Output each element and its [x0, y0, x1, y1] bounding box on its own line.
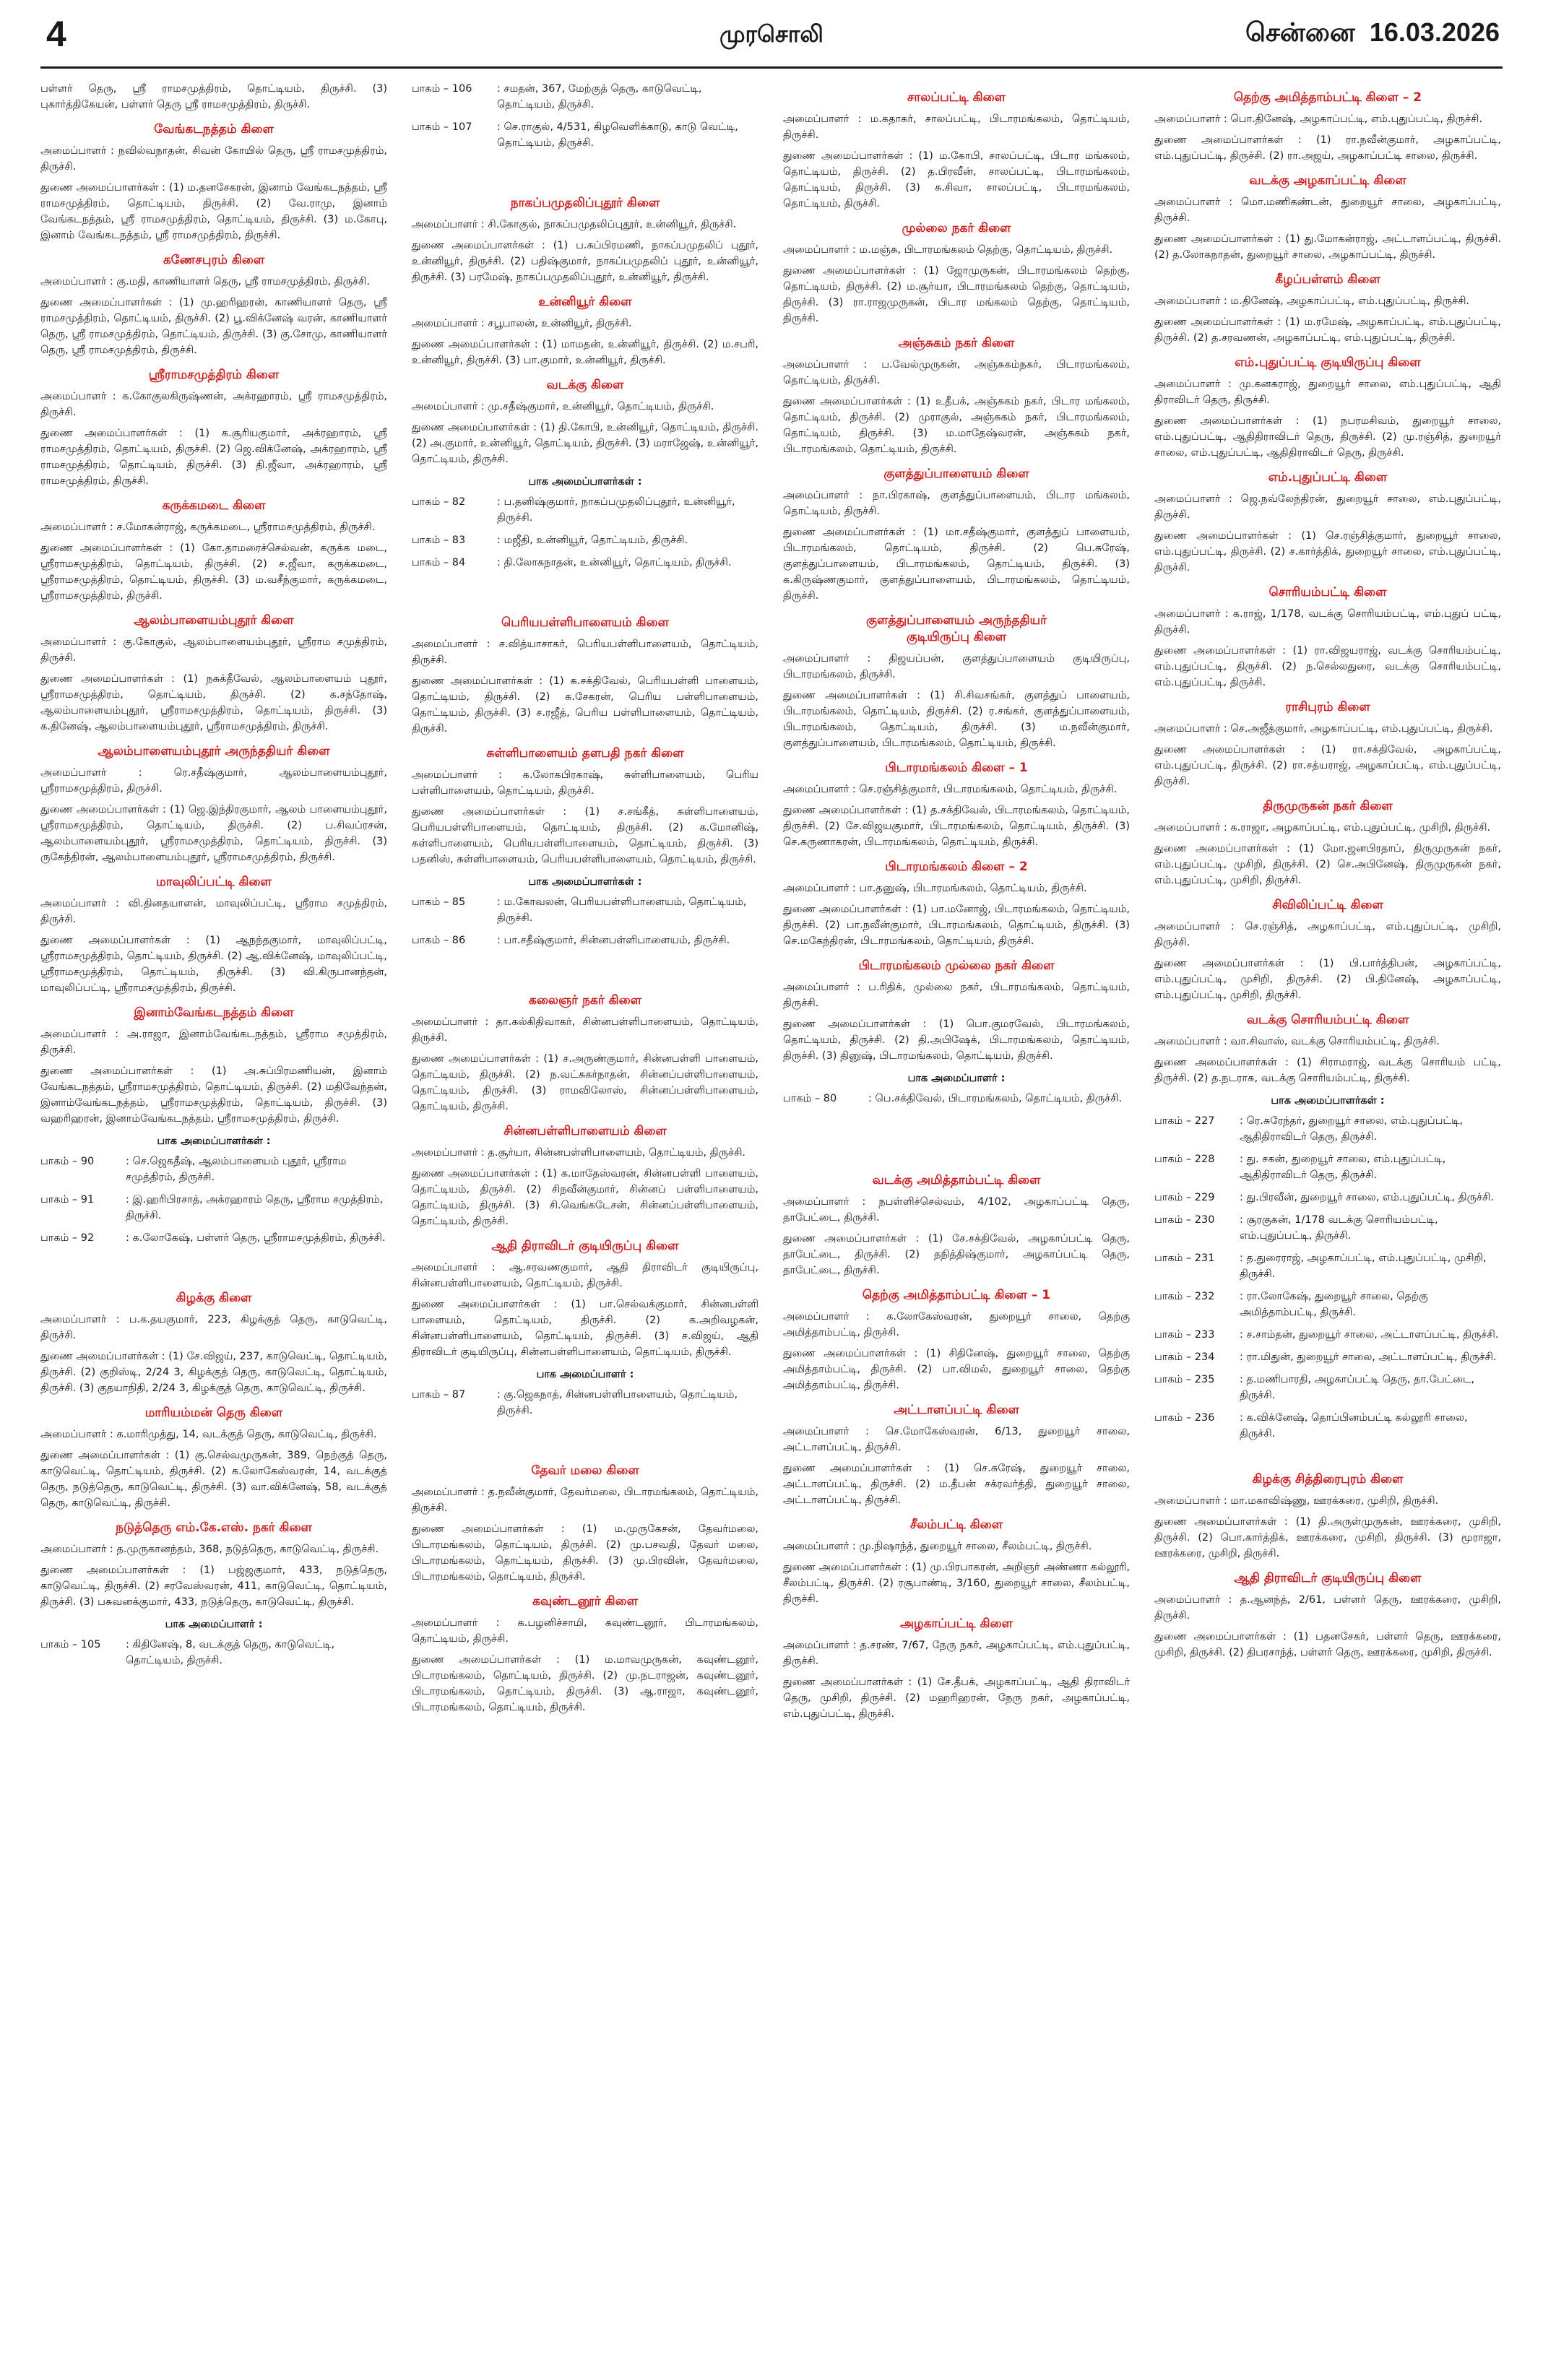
deputy-organizers-paragraph: துணை அமைப்பாளர்கள் : (1) மா.சதீஷ்குமார், குளத்துப் பாளையம், பிடாரமங்கலம், தொட்டியம், திருச்சி. (2) பெ.சுரேஷ், குளத்துப்பாளையம், பிடாரமங்கலம், தொட்டியம், திருச்சி. (3) க.கிருஷ்ணகுமார், குளத்துப்பாளையம், பிடாரமங்கலம், தொட்டியம், திருச்சி. — [783, 527, 1130, 602]
branch-heading: அட்டாளப்பட்டி கிளை — [894, 1403, 1019, 1417]
booth-entry — [1154, 1349, 1501, 1365]
branch-heading: நடுத்தெரு எம்.கே.எஸ். நகர் கிளை — [116, 1520, 312, 1535]
booth-number: பாகம் – 235 — [1154, 1374, 1215, 1385]
deputy-organizers-paragraph: துணை அமைப்பாளர்கள் : (1) மோ.ஜனபிரதாப், திருமுருகன் நகர், எம்.புதுப்பட்டி, முசிறி, திருச்சி. (2) செ.அபினேஷ், திருமுருகன் நகர், எம்.புதுப்பட்டி, முசிறி, திருச்சி. — [1154, 843, 1501, 886]
booth-number: பாகம் – 84 — [412, 557, 466, 568]
booth-number: பாகம் – 106 — [412, 83, 472, 95]
booth-number: பாகம் – 236 — [1154, 1412, 1215, 1424]
booth-organizers-heading: பாக அமைப்பாளர்கள் : — [528, 476, 642, 488]
page-header — [0, 0, 1543, 79]
deputy-organizers-paragraph: துணை அமைப்பாளர்கள் : (1) ப.சுப்பிரமணி, நாகப்பமுதலிப் புதூர், உன்னியூர், திருச்சி. (2) பதிஷ்குமார், நாகப்பமுதலிப் புதூர், உன்னியூர், திருச்சி. (3) பரமேஷ், நாகப்பமுதலிப்புதூர், உன்னியூர், திருச்சி. — [412, 240, 758, 283]
organizer-paragraph: அமைப்பாளர் : ச.மோகன்ராஜ், கருக்கமடை, ஸ்ரீராமசமுத்திரம், திருச்சி. — [40, 522, 376, 533]
deputy-organizers-paragraph: துணை அமைப்பாளர்கள் : (1) மு.பிரபாகரன், அறிஞர் அண்ணா கல்லூரி, சீலம்பட்டி, திருச்சி. (2) ரசூபாண்டி, 3/160, துறையூர் சாலை, சீலம்பட்டி, திருச்சி. — [783, 1562, 1130, 1605]
organizer-paragraph: அமைப்பாளர் : ப.வேல்முருகன், அஞ்சுகம்நகர், பிடாரமங்கலம், தொட்டியம், திருச்சி. — [783, 359, 1130, 386]
organizer-paragraph: அமைப்பாளர் : ம.கதாகர், சாலப்பட்டி, பிடாரமங்கலம், தொட்டியம், திருச்சி. — [783, 113, 1130, 141]
organizer-paragraph: அமைப்பாளர் : செ.மோகேஸ்வரன், 6/13, துறையூர் சாலை, அட்டாளப்பட்டி, திருச்சி. — [783, 1426, 1130, 1453]
deputy-organizers-paragraph: துணை அமைப்பாளர்கள் : (1) சிதினேஷ், துறையூர் சாலை, தெற்கு அமித்தாம்பட்டி, திருச்சி. (2) பா.விமல், துறையூர் சாலை, தெற்கு அமித்தாம்பட்டி, திருச்சி. — [783, 1348, 1130, 1391]
booth-organizer: : செ.ஜெகதீஷ், ஆலம்பாளையம் புதூர், ஸ்ரீராம சமுத்திரம், திருச்சி. — [126, 1156, 347, 1183]
organizer-paragraph: அமைப்பாளர் : மு.சதீஷ்குமார், உன்னியூர், தொட்டியம், திருச்சி. — [412, 401, 714, 412]
branch-heading: இனாம்வேங்கடநத்தம் கிளை — [134, 1005, 294, 1020]
organizer-paragraph: அமைப்பாளர் : த.நவீன்குமார், தேவர்மலை, பிடாரமங்கலம், தொட்டியம், திருச்சி. — [412, 1487, 758, 1514]
branch-heading: தெற்கு அமித்தாம்பட்டி கிளை – 2 — [1233, 90, 1422, 105]
booth-number: பாகம் – 234 — [1154, 1351, 1215, 1363]
article-columns — [40, 81, 1503, 2371]
organizer-paragraph: அமைப்பாளர் : திஜயப்பன், குளத்துப்பாளையம் குடியிருப்பு, பிடாரமங்கலம், திருச்சி. — [783, 653, 1130, 680]
booth-organizer: : ச.சாம்தன், துறையூர் சாலை, அட்டாளப்பட்டி, திருச்சி. — [1240, 1329, 1499, 1341]
booth-entry — [412, 119, 758, 151]
organizer-paragraph: அமைப்பாளர் : செ.ரஞ்சித்குமார், பிடாரமங்கலம், தொட்டியம், திருச்சி. — [783, 784, 1118, 795]
column-2 — [412, 81, 758, 2371]
deputy-organizers-paragraph: துணை அமைப்பாளர்கள் : (1) ரா.சக்திவேல், அழகாப்பட்டி, எம்.புதுப்பட்டி, திருச்சி. (2) ரா.சத்யராஜ், அழகாப்பட்டி, எம்.புதுப்பட்டி, திருச்சி. — [1154, 744, 1501, 787]
deputy-organizers-paragraph: துணை அமைப்பாளர்கள் : (1) பா.மனோஜ், பிடாரமங்கலம், தொட்டியம், திருச்சி. (2) பா.நவீன்குமார், பிடாரமங்கலம், தொட்டியம், திருச்சி. (3) செ.மகேந்திரன், பிடாரமங்கலம், தொட்டியம், திருச்சி. — [783, 904, 1130, 947]
booth-entry — [1154, 1190, 1501, 1206]
branch-heading: சின்னபள்ளிபாளையம் கிளை — [503, 1124, 667, 1138]
organizer-paragraph: அமைப்பாளர் : நா.பிரகாஷ், குளத்துப்பாளையம், பிடார மங்கலம், தொட்டியம், திருச்சி. — [783, 490, 1130, 517]
booth-number: பாகம் – 80 — [783, 1093, 837, 1104]
deputy-organizers-paragraph: துணை அமைப்பாளர்கள் : (1) ம.முருகேசன், தேவர்மலை, பிடாரமங்கலம், தொட்டியம், திருச்சி. (2) மு.பசவதி, தேவர் மலை, பிடாரமங்கலம், தொட்டியம், திருச்சி. (3) மு.பிரவின், தேவர்மலை, பிடாரமங்கலம், தொட்டியம், திருச்சி. — [412, 1523, 758, 1583]
branch-heading: சிவிலிப்பட்டி கிளை — [1272, 898, 1383, 912]
deputy-organizers-paragraph: துணை அமைப்பாளர்கள் : (1) பஜ்ஜகுமார், 433, நடுத்தெரு, காடுவெட்டி, திருச்சி. (2) சரவேஸ்வரன், 411, காடுவெட்டி, தொட்டியம், திருச்சி. (3) பசுவனக்குமார், 433, நடுத்தெரு, காடுவெட்டி, திருச்சி. — [40, 1565, 387, 1608]
organizer-paragraph: அமைப்பாளர் : அ.ராஜா, இனாம்வேங்கடநத்தம், ஸ்ரீராம சமுத்திரம், திருச்சி. — [40, 1029, 387, 1056]
page-number: 4 — [46, 14, 66, 54]
organizer-paragraph: அமைப்பாளர் : ம.தினேஷ், அழகாப்பட்டி, எம்.புதுப்பட்டி, திருச்சி. — [1154, 295, 1470, 307]
booth-number: பாகம் – 91 — [40, 1194, 95, 1206]
deputy-organizers-paragraph: துணை அமைப்பாளர்கள் : (1) மு.ஹரிஹரன், காணியாளர் தெரு, ஸ்ரீ ராமசமுத்திரம், தொட்டியம், திருச்சி. (2) பூ.விக்னேஷ் வரன், காணியாளர் தெரு, ஸ்ரீ ராமசமுத்திரம், தொட்டியம், திருச்சி. (3) கு.சோமு, காணியாளர் தெரு, ஸ்ரீ ராமசமுத்திரம், திருச்சி. — [40, 297, 387, 356]
booth-entry — [40, 1230, 387, 1246]
booth-organizer: : மஜீதி, உன்னியூர், தொட்டியம், திருச்சி. — [497, 535, 688, 546]
booth-entry — [412, 1387, 758, 1419]
booth-organizer: : ப.தனிஷ்குமார், நாகப்பமுதலிப்புதூர், உன்னியூர், திருச்சி. — [497, 496, 735, 524]
branch-heading: சீலம்பட்டி கிளை — [909, 1518, 1003, 1532]
branch-heading: ராசிபுரம் கிளை — [1285, 700, 1370, 714]
booth-organizers-heading: பாக அமைப்பாளர் : — [165, 1619, 263, 1630]
booth-organizer: : பா.சதீஷ்குமார், சின்னபள்ளிபாளையம், திருச்சி. — [497, 935, 730, 946]
deputy-organizers-paragraph: துணை அமைப்பாளர்கள் : (1) செ.ரஞ்சித்குமார், துறையூர் சாலை, எம்.புதுப்பட்டி, திருச்சி. (2) ச.கார்த்திக், துறையூர் சாலை, எம்.புதுப்பட்டி, திருச்சி. — [1154, 530, 1501, 574]
booth-entry — [1154, 1372, 1501, 1403]
branch-heading: ஸ்ரீராமசமுத்திரம் கிளை — [148, 368, 280, 382]
booth-number: பாகம் – 231 — [1154, 1252, 1215, 1264]
deputy-organizers-paragraph: துணை அமைப்பாளர்கள் : (1) செ.சுரேஷ், துறையூர் சாலை, அட்டாளப்பட்டி, திருச்சி. (2) ம.தீபன் சக்ரவர்த்தி, துறையூர் சாலை, அட்டாளப்பட்டி, திருச்சி. — [783, 1463, 1130, 1506]
branch-heading: சாலப்பட்டி கிளை — [907, 90, 1006, 105]
branch-heading: சுள்ளிபாளையம் தளபதி நகர் கிளை — [486, 746, 684, 761]
header-rule — [40, 66, 1503, 69]
branch-heading: வடக்கு அமித்தாம்பட்டி கிளை — [872, 1173, 1041, 1187]
deputy-organizers-paragraph: துணை அமைப்பாளர்கள் : (1) ம.தனசேகரன், இனாம் வேங்கடநத்தம், ஸ்ரீ ராமசமுத்திரம், தொட்டியம், திருச்சி. (2) வே.ராமு, இனாம் வேங்கடநத்தம், ஸ்ரீ ராமசமுத்திரம், தொட்டியம், திருச்சி. (3) ம.கோபு, இனாம் வேங்கடநத்தம், ஸ்ரீ ராமசமுத்திரம், திருச்சி. — [40, 182, 387, 241]
branch-heading: மாரியம்மன் தெரு கிளை — [144, 1406, 283, 1420]
booth-number: பாகம் – 82 — [412, 496, 466, 508]
booth-number: பாகம் – 229 — [1154, 1192, 1215, 1203]
organizer-paragraph: அமைப்பாளர் : த.ஆனந்த், 2/61, பள்ளர் தெரு, ஊரக்கரை, முசிறி, திருச்சி. — [1154, 1594, 1501, 1622]
booth-number: பாகம் – 92 — [40, 1232, 95, 1244]
branch-heading: முல்லை நகர் கிளை — [902, 221, 1011, 235]
organizer-paragraph: அமைப்பாளர் : ப.ரிதிக், முல்லை நகர், பிடாரமங்கலம், தொட்டியம், திருச்சி. — [783, 982, 1130, 1009]
booth-organizers-heading: பாக அமைப்பாளர் : — [536, 1369, 634, 1380]
organizer-paragraph: அமைப்பாளர் : க.பழனிச்சாமி, கவுண்டனூர், பிடாரமங்கலம், தொட்டியம், திருச்சி. — [412, 1617, 758, 1645]
deputy-organizers-paragraph: துணை அமைப்பாளர்கள் : (1) க.சூரியகுமார், அக்ரஹாரம், ஸ்ரீ ராமசமுத்திரம், தொட்டியம், திருச்சி. (2) ஜெ.விக்னேஷ், அக்ரஹாரம், ஸ்ரீ ராமசமுத்திரம், தொட்டியம், திருச்சி. (3) தி.ஜீவா, அக்ரஹாரம், ஸ்ரீ ராமசமுத்திரம், திருச்சி. — [40, 428, 387, 487]
booth-entry — [1154, 1327, 1501, 1343]
deputy-organizers-paragraph: துணை அமைப்பாளர்கள் : (1) உதீபக், அஞ்சுகம் நகர், பிடார மங்கலம், தொட்டியம், திருச்சி. (2) முராகுல், அஞ்சுகம் நகர், பிடாரமங்கலம், தொட்டியம், திருச்சி. (3) ம.மாதேஷ்வரன், அஞ்சுகம் நகர், பிடாரமங்கலம், தொட்டியம், திருச்சி. — [783, 396, 1130, 455]
branch-heading: பெரியபள்ளிபாளையம் கிளை — [501, 615, 669, 630]
booth-organizer: : த.மணிபாரதி, அழகாப்பட்டி தெரு, தா.பேட்டை, திருச்சி. — [1240, 1374, 1475, 1401]
deputy-organizers-paragraph: துணை அமைப்பாளர்கள் : (1) ம.மாவமுருகன், கவுண்டனூர், பிடாரமங்கலம், தொட்டியம், திருச்சி. (2) மு.நடராஜன், கவுண்டனூர், பிடாரமங்கலம், தொட்டியம், திருச்சி. (3) ஆ.ராஜா, கவுண்டனூர், பிடாரமங்கலம், தொட்டியம், திருச்சி. — [412, 1654, 758, 1713]
booth-organizer: : க.விக்னேஷ், தொப்பினம்பட்டி கல்லூரி சாலை, திருச்சி. — [1240, 1412, 1468, 1440]
booth-organizer: : சமதன், 367, மேற்குத் தெரு, காடுவெட்டி, தொட்டியம், திருச்சி. — [497, 83, 702, 111]
booth-entry — [1154, 1250, 1501, 1282]
branch-heading: கருக்கமடை கிளை — [162, 498, 266, 513]
deputy-organizers-paragraph: துணை அமைப்பாளர்கள் : (1) ரா.நவீன்குமார், அழகாப்பட்டி, எம்.புதுப்பட்டி, திருச்சி. (2) ரா.அஜய், அழகாப்பட்டி சாலை, திருச்சி. — [1154, 134, 1501, 162]
organizer-paragraph: அமைப்பாளர் : ப.க.தயகுமார், 223, கிழக்குத் தெரு, காடுவெட்டி, திருச்சி. — [40, 1314, 387, 1341]
deputy-organizers-paragraph: துணை அமைப்பாளர்கள் : (1) நசுக்தீவேல், ஆலம்பாளையம் புதூர், ஸ்ரீராமசமுத்திரம், தொட்டியம், திருச்சி. (2) க.சந்தோஷ், ஆலம்பாளையம்புதூர், ஸ்ரீராமசமுத்திரம், தொட்டியம், திருச்சி. (3) க.தினேஷ், ஆலம்பாளையம்புதூர், ஸ்ரீராமசமுத்திரம், திருச்சி. — [40, 673, 387, 732]
booth-entry — [783, 1091, 1130, 1107]
organizer-paragraph: அமைப்பாளர் : வா.சிவாஸ், வடக்கு சொரியம்பட்டி, திருச்சி. — [1154, 1036, 1440, 1047]
newspaper-name: முரசொலி — [719, 20, 824, 48]
booth-number: பாகம் – 83 — [412, 535, 466, 546]
booth-organizer: : ரெ.சுரேந்தர், துறையூர் சாலை, எம்.புதுப்பட்டி, ஆதிதிராவிடர் தெரு, திருச்சி. — [1240, 1115, 1464, 1143]
deputy-organizers-paragraph: துணை அமைப்பாளர்கள் : (1) சிராமராஜ், வடக்கு சொரியம் பட்டி, திருச்சி. (2) த.நடராசு, வடக்கு சொரியம்பட்டி, திருச்சி. — [1154, 1057, 1501, 1084]
branch-heading: அழகாப்பட்டி கிளை — [900, 1617, 1013, 1631]
booth-entry — [412, 932, 758, 948]
dateline — [1245, 17, 1500, 51]
booth-organizers-heading: பாக அமைப்பாளர்கள் : — [157, 1135, 271, 1147]
dateline-date: 16.03.2026 — [1369, 17, 1500, 47]
branch-heading-line: குளத்துப்பாளையம் அருந்ததியர் — [866, 613, 1047, 628]
booth-entry — [40, 1192, 387, 1224]
dateline-city: சென்னை — [1245, 17, 1355, 47]
deputy-organizers-paragraph: துணை அமைப்பாளர்கள் : (1) பி.பார்த்திபன், அழகாப்பட்டி, எம்.புதுப்பட்டி, முசிறி, திருச்சி. (2) பி.தினேஷ், அழகாப்பட்டி, எம்.புதுப்பட்டி, முசிறி, திருச்சி. — [1154, 958, 1501, 1001]
booth-entry — [412, 81, 758, 113]
branch-heading: ஆலம்பாளையம்புதூர் கிளை — [134, 613, 294, 628]
organizer-paragraph: அமைப்பாளர் : மு.கனகராஜ், துறையூர் சாலை, எம்.புதுப்பட்டி, ஆதி திராவிடர் தெரு, திருச்சி. — [1154, 378, 1501, 406]
booth-entry — [412, 494, 758, 526]
deputy-organizers-paragraph: துணை அமைப்பாளர்கள் : (1) மாமதன், உன்னியூர், திருச்சி. (2) ம.சபரி, உன்னியூர், திருச்சி. (3) பா.குமார், உன்னியூர், திருச்சி. — [412, 339, 758, 366]
organizer-paragraph: அமைப்பாளர் : நவில்வநாதன், சிவன் கோயில் தெரு, ஸ்ரீ ராமசமுத்திரம், திருச்சி. — [40, 145, 387, 173]
booth-organizer: : சூரகுகன், 1/178 வடக்கு சொரியம்பட்டி, எம்.புதுப்பட்டி, திருச்சி. — [1240, 1214, 1438, 1242]
organizer-paragraph: அமைப்பாளர் : கு.மதி, காணியாளர் தெரு, ஸ்ரீ ராமசமுத்திரம், திருச்சி. — [40, 276, 371, 287]
deputy-organizers-paragraph: துணை அமைப்பாளர்கள் : (1) கோ.தாமரைச்செல்வன், கருக்க மடை, ஸ்ரீராமசமுத்திரம், தொட்டியம், திருச்சி. (2) ச.ஜீவா, கருக்கமடை, ஸ்ரீராமசமுத்திரம், தொட்டியம், திருச்சி. (3) ம.வசீந்குமார், கருக்கமடை, ஸ்ரீராமசமுத்திரம், திருச்சி. — [40, 542, 387, 602]
booth-organizer: : தி.லோகநாதன், உன்னியூர், தொட்டியம், திருச்சி. — [497, 557, 732, 568]
branch-heading: நாகப்பமுதலிப்புதூர் கிளை — [510, 196, 660, 210]
branch-heading: குளத்துப்பாளையம் கிளை — [883, 467, 1029, 481]
deputy-organizers-paragraph: துணை அமைப்பாளர்கள் : (1) ச.சங்கீத், சுள்ளிபாளையம், பெரியபள்ளிபாளையம், தொட்டியம், திருச்சி. (2) க.மோனிஷ், சுள்ளிபாளையம், பெரியபள்ளிபாளையம், தொட்டியம், திருச்சி. (3) பதனிஸ், சுள்ளிபாளையம், பெரியபள்ளிபாளையம், தொட்டியம், திருச்சி. — [412, 806, 758, 865]
branch-heading: எம்.புதுப்பட்டி குடியிருப்பு கிளை — [1235, 355, 1421, 370]
booth-entry — [40, 1637, 387, 1669]
branch-heading: கீழப்பள்ளம் கிளை — [1275, 272, 1380, 287]
booth-organizers-heading: பாக அமைப்பாளர்கள் : — [528, 876, 642, 888]
branch-heading: தேவர் மலை கிளை — [531, 1463, 639, 1478]
column-1 — [40, 81, 387, 2371]
deputy-organizers-paragraph: துணை அமைப்பாளர்கள் : (1) சே.தீபக், அழகாப்பட்டி, ஆதி திராவிடர் தெரு, முசிறி, திருச்சி. (2) மஹரிஹரன், நேரு நகர், அழகாப்பட்டி, எம்.புதுப்பட்டி, திருச்சி. — [783, 1676, 1130, 1720]
branch-heading: கலைஞர் நகர் கிளை — [528, 993, 642, 1008]
deputy-organizers-paragraph: துணை அமைப்பாளர்கள் : (1) கு.செல்வமுருகன், 389, நெற்குத் தெரு, காடுவெட்டி, தொட்டியம், திருச்சி. (2) க.லோகேஸ்வரன், 14, வடக்குத் தெரு, நடுத்தெரு, காடுவெட்டி, திருச்சி. (3) வா.விக்னேஷ், 58, வடக்குத் தெரு, காடுவெட்டி, திருச்சி. — [40, 1450, 387, 1509]
booth-number: பாகம் – 85 — [412, 896, 466, 908]
deputy-organizers-paragraph: துணை அமைப்பாளர்கள் : (1) சி.சிவசங்கர், குளத்துப் பாளையம், பிடாரமங்கலம், தொட்டியம், திருச்சி. (2) ர.சங்கர், குளத்துப்பாளையம், பிடாரமங்கலம், தொட்டியம், திருச்சி. (3) ம.நவீன்குமார், குளத்துப்பாளையம், பிடாரமங்கலம், தொட்டியம், திருச்சி. — [783, 690, 1130, 749]
booth-organizer: : பெ.சக்திவேல், பிடாரமங்கலம், தொட்டியம், திருச்சி. — [868, 1093, 1123, 1104]
booth-number: பாகம் – 233 — [1154, 1329, 1215, 1341]
branch-heading: பிடாரமங்கலம் கிளை – 2 — [885, 860, 1028, 874]
booth-entry — [1154, 1289, 1501, 1320]
booth-organizer: : து. சகன், துறையூர் சாலை, எம்.புதுப்பட்டி, ஆதிதிராவிடர் தெரு, திருச்சி. — [1240, 1154, 1446, 1181]
organizer-paragraph: அமைப்பாளர் : செ.அஜீத்குமார், அழகாப்பட்டி, எம்.புதுப்பட்டி, திருச்சி. — [1154, 723, 1493, 735]
organizer-paragraph: அமைப்பாளர் : மு.நிஷாந்த், துறையூர் சாலை, சீலம்பட்டி, திருச்சி. — [783, 1541, 1092, 1552]
deputy-organizers-paragraph: துணை அமைப்பாளர்கள் : (1) ம.ரமேஷ், அழகாப்பட்டி, எம்.புதுப்பட்டி, திருச்சி. (2) த.சரவணன், அழகாப்பட்டி, எம்.புதுப்பட்டி, திருச்சி. — [1154, 316, 1501, 344]
booth-organizer: : ரா.மிதுன், துறையூர் சாலை, அட்டாளப்பட்டி, திருச்சி. — [1240, 1351, 1497, 1363]
organizer-paragraph: அமைப்பாளர் : த.சரண், 7/67, நேரு நகர், அழகாப்பட்டி, எம்.புதுப்பட்டி, திருச்சி. — [783, 1640, 1130, 1667]
booth-organizer: : து.பிரவீன், துறையூர் சாலை, எம்.புதுப்பட்டி, திருச்சி. — [1240, 1192, 1495, 1203]
booth-entry — [412, 532, 758, 548]
booth-number: பாகம் – 232 — [1154, 1291, 1215, 1302]
deputy-organizers-paragraph: துணை அமைப்பாளர்கள் : (1) ஜெ.இந்திரகுமார், ஆலம் பாளையம்புதூர், ஸ்ரீராமசமுத்திரம், தொட்டியம், திருச்சி. (2) ப.சிவப்ரசன், ஆலம்பாளையம்புதூர், ஸ்ரீராமசமுத்திரம், தொட்டியம், திருச்சி. (3) ருகேந்திரன், ஆலம்பாளையம்புதூர், ஸ்ரீராமசமுத்திரம், திருச்சி. — [40, 804, 387, 863]
booth-entry — [1154, 1212, 1501, 1244]
organizer-paragraph: அமைப்பாளர் : பொ.தினேஷ், அழகாப்பட்டி, எம்.புதுப்பட்டி, திருச்சி. — [1154, 113, 1483, 125]
branch-heading — [783, 613, 1130, 646]
booth-number: பாகம் – 87 — [412, 1389, 466, 1401]
branch-heading: வடக்கு கிளை — [546, 378, 624, 392]
deputy-organizers-paragraph: துணை அமைப்பாளர்கள் : (1) அ.சுப்பிரமணியன், இனாம் வேங்கடநத்தம், ஸ்ரீராமசமுத்திரம், தொட்டியம், திருச்சி. (2) மதிவேந்தன், இனாம்வேங்கடநத்தம், ஸ்ரீராமசமுத்திரம், தொட்டியம், திருச்சி. (3) வஹரிஹரன், இனாம்வேங்கடநத்தம், ஸ்ரீராமசமுத்திரம், திருச்சி. — [40, 1065, 387, 1125]
deputy-organizers-paragraph: துணை அமைப்பாளர்கள் : (1) தி.கோபி, உன்னியூர், தொட்டியம், திருச்சி. (2) அ.குமார், உன்னியூர், தொட்டியம், திருச்சி. (3) மராஜேஷ், உன்னியூர், தொட்டியம், திருச்சி. — [412, 422, 758, 465]
organizer-paragraph: அமைப்பாளர் : பா.தனுஷ், பிடாரமங்கலம், தொட்டியம், திருச்சி. — [783, 883, 1087, 894]
booth-entry — [1154, 1113, 1501, 1145]
deputy-organizers-paragraph: துணை அமைப்பாளர்கள் : (1) பதனசேகர், பள்ளர் தெரு, ஊரக்கரை, முசிறி, திருச்சி. (2) திபரசாந்த், பள்ளர் தெரு, ஊரக்கரை, முசிறி, திருச்சி. — [1154, 1631, 1501, 1658]
deputy-organizers-paragraph: துணை அமைப்பாளர்கள் : (1) க.மாதேஸ்வரன், சின்னபள்ளி பாளையம், தொட்டியம், திருச்சி. (2) சிநவீன்குமார், சின்னப் பள்ளிபாளையம், தொட்டியம், திருச்சி. (3) சி.வெங்கடேசன், சின்னப்பள்ளிபாளையம், தொட்டியம், திருச்சி. — [412, 1168, 758, 1227]
branch-heading: வடக்கு சொரியம்பட்டி கிளை — [1246, 1013, 1409, 1027]
booth-organizer: : கிதினேஷ், 8, வடக்குத் தெரு, காடுவெட்டி, தொட்டியம், திருச்சி. — [126, 1639, 335, 1666]
booth-number: பாகம் – 90 — [40, 1156, 95, 1167]
branch-heading: கவுண்டனூர் கிளை — [532, 1594, 638, 1609]
deputy-organizers-paragraph: துணை அமைப்பாளர்கள் : (1) ஆநந்தகுமார், மாவுலிப்பட்டி, ஸ்ரீராமசமுத்திரம், தொட்டியம், திருச்சி. (2) ஆ.விக்னேஷ், மாவுலிப்பட்டி, ஸ்ரீராமசமுத்திரம், தொட்டியம், திருச்சி. (3) வி.கிருபானந்தன், மாவுலிப்பட்டி, ஸ்ரீராமசமுத்திரம், திருச்சி. — [40, 935, 387, 994]
deputy-organizers-paragraph: துணை அமைப்பாளர்கள் : (1) தி.அருள்முருகன், ஊரக்கரை, முசிறி, திருச்சி. (2) பொ.கார்த்திக், ஊரக்கரை, முசிறி, திருச்சி. (3) மூராஜா, ஊரக்கரை, முசிறி, திருச்சி. — [1154, 1516, 1501, 1559]
booth-entry — [1154, 1410, 1501, 1442]
booth-organizer: : இ.ஹரிபிரசாத், அக்ரஹாரம் தெரு, ஸ்ரீராம சமுத்திரம், திருச்சி. — [126, 1194, 384, 1221]
deputy-organizers-paragraph: துணை அமைப்பாளர்கள் : (1) சே.விஜய், 237, காடுவெட்டி, தொட்டியம், திருச்சி. (2) குறிஸ்டி, 2/24 3, கிழக்குத் தெரு, காடுவெட்டி, தொட்டியம், திருச்சி. (3) குதயாநிதி, 2/24 3, கிழக்குத் தெரு, காடுவெட்டி, திருச்சி. — [40, 1351, 387, 1394]
organizer-paragraph: அமைப்பாளர் : க.லோகபிரகாஷ், சுள்ளிபாளையம், பெரிய பள்ளிபாளையம், தொட்டியம், திருச்சி. — [412, 769, 758, 797]
branch-heading-line: குடியிருப்பு கிளை — [906, 630, 1007, 644]
paragraph: பள்ளர் தெரு, ஸ்ரீ ராமசமுத்திரம், தொட்டியம், திருச்சி. (3) புகார்த்திகேயன், பள்ளர் தெரு ஸ்ரீ ராமசமுத்திரம், திருச்சி. — [40, 83, 387, 111]
deputy-organizers-paragraph: துணை அமைப்பாளர்கள் : (1) ரா.விஜயராஜ், வடக்கு சொரியம்பட்டி, எம்.புதுப்பட்டி, திருச்சி. (2) ந.செல்லதுரை, வடக்கு சொரியம்பட்டி, எம்.புதுப்பட்டி, திருச்சி. — [1154, 645, 1501, 688]
booth-organizer: : க.லோகேஷ், பள்ளர் தெரு, ஸ்ரீராமசமுத்திரம், திருச்சி. — [126, 1232, 386, 1244]
branch-heading: கிழக்கு கிளை — [176, 1291, 252, 1305]
deputy-organizers-paragraph: துணை அமைப்பாளர்கள் : (1) பொ.குமரவேல், பிடாரமங்கலம், தொட்டியம், திருச்சி. (2) தி.அபிஷேக், பிடாரமங்கலம், தொட்டியம், திருச்சி. (3) தினுஷ், பிடாரமங்கலம், தொட்டியம், திருச்சி. — [783, 1018, 1130, 1062]
branch-heading: பிடாரமங்கலம் முல்லை நகர் கிளை — [858, 959, 1055, 973]
organizer-paragraph: அமைப்பாளர் : தா.கல்கிதிவாகர், சின்னபள்ளிபாளையம், தொட்டியம், திருச்சி. — [412, 1016, 758, 1044]
branch-heading: மாவுலிப்பட்டி கிளை — [156, 875, 272, 889]
booth-number: பாகம் – 86 — [412, 935, 466, 946]
column-3 — [783, 81, 1130, 2371]
booth-organizer: : ம.கோவலன், பெரியபள்ளிபாளையம், தொட்டியம், திருச்சி. — [497, 896, 747, 924]
organizer-paragraph: அமைப்பாளர் : க.ராஜா, அழகாப்பட்டி, எம்.புதுப்பட்டி, முசிறி, திருச்சி. — [1154, 822, 1491, 834]
organizer-paragraph: அமைப்பாளர் : சி.கோகுல், நாகப்பமுதலிப்புதூர், உன்னியூர், திருச்சி. — [412, 219, 737, 230]
organizer-paragraph: அமைப்பாளர் : க.மாரிமுத்து, 14, வடக்குத் தெரு, காடுவெட்டி, திருச்சி. — [40, 1429, 377, 1440]
organizer-paragraph: அமைப்பாளர் : ச.வித்யாசாகர், பெரியபள்ளிபாளையம், தொட்டியம், திருச்சி. — [412, 639, 758, 666]
organizer-paragraph: அமைப்பாளர் : சபூபாலன், உன்னியூர், திருச்சி. — [412, 318, 632, 329]
organizer-paragraph: அமைப்பாளர் : நபள்ளிச்செல்வம், 4/102, அழகாப்பட்டி தெரு, தாபேட்டை, திருச்சி. — [783, 1196, 1130, 1224]
branch-heading: அஞ்சுகம் நகர் கிளை — [898, 336, 1015, 350]
organizer-paragraph: அமைப்பாளர் : மொ.மணிகண்டன், துறையூர் சாலை, அழகாப்பட்டி, திருச்சி. — [1154, 196, 1501, 224]
organizer-paragraph: அமைப்பாளர் : க.லோகேஸ்வரன், துறையூர் சாலை, தெற்கு அமித்தாம்பட்டி, திருச்சி. — [783, 1311, 1130, 1338]
organizer-paragraph: அமைப்பாளர் : க.ராஜ், 1/178, வடக்கு சொரியம்பட்டி, எம்.புதுப் பட்டி, திருச்சி. — [1154, 608, 1501, 636]
branch-heading: வேங்கடநத்தம் கிளை — [154, 122, 274, 137]
column-4 — [1154, 81, 1501, 2371]
organizer-paragraph: அமைப்பாளர் : வி.தினதயாளன், மாவுலிப்பட்டி, ஸ்ரீராம சமுத்திரம், திருச்சி. — [40, 898, 387, 925]
organizer-paragraph: அமைப்பாளர் : மா.மகாவிஷ்ணு, ஊரக்கரை, முசிறி, திருச்சி. — [1154, 1495, 1439, 1507]
booth-entry — [40, 1154, 387, 1185]
branch-heading: தெற்கு அமித்தாம்பட்டி கிளை – 1 — [862, 1288, 1051, 1302]
deputy-organizers-paragraph: துணை அமைப்பாளர்கள் : (1) நபரமசிவம், துறையூர் சாலை, எம்.புதுப்பட்டி, ஆதிதிராவிடர் தெரு, திருச்சி. (2) மு.ரஞ்சித், துறையூர் சாலை, எம்.புதுப்பட்டி, ஆதிதிராவிடர் தெரு, திருச்சி. — [1154, 415, 1501, 459]
branch-heading: பிடாரமங்கலம் கிளை – 1 — [885, 761, 1028, 775]
organizer-paragraph: அமைப்பாளர் : ம.மஞ்சு, பிடாரமங்கலம் தெற்கு, தொட்டியம், திருச்சி. — [783, 244, 1113, 256]
deputy-organizers-paragraph: துணை அமைப்பாளர்கள் : (1) த.சக்திவேல், பிடாரமங்கலம், தொட்டியம், திருச்சி. (2) சே.விஜயகுமார், பிடாரமங்கலம், தொட்டியம், திருச்சி. (3) செ.கருணாகரன், பிடாரமங்கலம், தொட்டியம், திருச்சி. — [783, 805, 1130, 848]
branch-heading: எம்.புதுப்பட்டி கிளை — [1268, 470, 1388, 485]
organizer-paragraph: அமைப்பாளர் : செ.ரஞ்சித், அழகாப்பட்டி, எம்.புதுப்பட்டி, முசிறி, திருச்சி. — [1154, 921, 1501, 948]
branch-heading: வடக்கு அழகாப்பட்டி கிளை — [1249, 173, 1406, 188]
booth-number: பாகம் – 107 — [412, 121, 472, 133]
booth-organizer: : கு.ஜெகநாத், சின்னபள்ளிபாளையம், தொட்டியம், திருச்சி. — [497, 1389, 738, 1416]
deputy-organizers-paragraph: துணை அமைப்பாளர்கள் : (1) ச.அருண்குமார், சின்னபள்ளி பாளையம், தொட்டியம், திருச்சி. (2) ந.வட்சுகர்நாதன், சின்னப்பள்ளிபாளையம், தொட்டியம், திருச்சி. (3) ராமவிலோஸ், சின்னப்பள்ளிபாளையம், தொட்டியம், திருச்சி. — [412, 1053, 758, 1112]
deputy-organizers-paragraph: துணை அமைப்பாளர்கள் : (1) து.மோகன்ராஜ், அட்டாளப்பட்டி, திருச்சி. (2) த.லோகநாதன், துறையூர் சாலை, அழகாப்பட்டி, திருச்சி. — [1154, 233, 1501, 261]
organizer-paragraph: அமைப்பாளர் : கு.கோகுல், ஆலம்பாளையம்புதூர், ஸ்ரீராம சமுத்திரம், திருச்சி. — [40, 636, 387, 664]
booth-organizer: : த.துரைராஜ், அழகாப்பட்டி, எம்.புதுப்பட்டி, முசிறி, திருச்சி. — [1240, 1252, 1487, 1280]
booth-organizer: : ரா.லோகேஷ், துறையூர் சாலை, தெற்கு அமித்தாம்பட்டி, திருச்சி. — [1240, 1291, 1428, 1318]
organizer-paragraph: அமைப்பாளர் : ஆ.சரவணகுமார், ஆதி திராவிடர் குடியிருப்பு, சின்னபள்ளிபாளையம், தொட்டியம், திருச்சி. — [412, 1262, 758, 1289]
organizer-paragraph: அமைப்பாளர் : த.சூர்யா, சின்னபள்ளிபாளையம், தொட்டியம், திருச்சி. — [412, 1147, 746, 1159]
booth-entry — [412, 894, 758, 926]
booth-number: பாகம் – 228 — [1154, 1154, 1215, 1165]
booth-entry — [412, 555, 758, 571]
deputy-organizers-paragraph: துணை அமைப்பாளர்கள் : (1) சே.சக்திவேல், அழகாப்பட்டி தெரு, தாபேட்டை, திருச்சி. (2) தநித்திஷ்குமார், அழகாப்பட்டி தெரு, தாபேட்டை, திருச்சி. — [783, 1233, 1130, 1276]
booth-number: பாகம் – 230 — [1154, 1214, 1215, 1226]
organizer-paragraph: அமைப்பாளர் : த.முருகானந்தம், 368, நடுத்தெரு, காடுவெட்டி, திருச்சி. — [40, 1544, 379, 1555]
branch-heading: உன்னியூர் கிளை — [538, 295, 632, 309]
organizer-paragraph: அமைப்பாளர் : ரெ.சதீஷ்குமார், ஆலம்பாளையம்புதூர், ஸ்ரீராமசமுத்திரம், திருச்சி. — [40, 767, 387, 795]
deputy-organizers-paragraph: துணை அமைப்பாளர்கள் : (1) ம.கோபி, சாலப்பட்டி, பிடார மங்கலம், தொட்டியம், திருச்சி. (2) த.பிரவீன், சாலப்பட்டி, பிடாரமங்கலம், தொட்டியம், திருச்சி. (3) சு.சிவா, சாலப்பட்டி, பிடாரமங்கலம், தொட்டியம், திருச்சி. — [783, 150, 1130, 209]
booth-organizers-heading: பாக அமைப்பாளர் : — [907, 1073, 1006, 1084]
booth-organizer: : செ.ராகுல், 4/531, கிழவெளிக்காடு, காடு வெட்டி, தொட்டியம், திருச்சி. — [497, 121, 738, 149]
branch-heading: ஆதி திராவிடர் குடியிருப்பு கிளை — [491, 1239, 679, 1253]
deputy-organizers-paragraph: துணை அமைப்பாளர்கள் : (1) பா.செல்வக்குமார், சின்னபள்ளி பாளையம், தொட்டியம், திருச்சி. (2) க.அறிவழகன், சின்னபள்ளிபாளையம், தொட்டியம், திருச்சி. (3) ச.விஜய், ஆதி திராவிடர் குடியிருப்பு, சின்னபள்ளிபாளையம், தொட்டியம், திருச்சி. — [412, 1299, 758, 1358]
deputy-organizers-paragraph: துணை அமைப்பாளர்கள் : (1) க.சக்திவேல், பெரியபள்ளி பாளையம், தொட்டியம், திருச்சி. (2) க.சேகரன், பெரிய பள்ளிபாளையம், தொட்டியம், திருச்சி. (3) ச.ரஜீத், பெரிய பள்ளிபாளையம், தொட்டியம், திருச்சி. — [412, 675, 758, 735]
branch-heading: சொரியம்பட்டி கிளை — [1268, 585, 1387, 600]
booth-organizers-heading: பாக அமைப்பாளர்கள் : — [1271, 1095, 1385, 1107]
booth-number: பாகம் – 227 — [1154, 1115, 1215, 1127]
branch-heading: கிழக்கு சித்திரைபுரம் கிளை — [1252, 1472, 1404, 1487]
organizer-paragraph: அமைப்பாளர் : க.கோகுலகிருஷ்ணன், அக்ரஹாரம், ஸ்ரீ ராமசமுத்திரம், திருச்சி. — [40, 391, 387, 418]
deputy-organizers-paragraph: துணை அமைப்பாளர்கள் : (1) ஜோமுருகன், பிடாரமங்கலம் தெற்கு, தொட்டியம், திருச்சி. (2) ம.சூர்யா, பிடாரமங்கலம் தெற்கு, தொட்டியம், திருச்சி. (3) ரா.ராஜமுருகன், பிடார மங்கலம் தெற்கு, தொட்டியம், திருச்சி. — [783, 265, 1130, 324]
organizer-paragraph: அமைப்பாளர் : ஜெ.நவ்லேந்திரன், துறையூர் சாலை, எம்.புதுப்பட்டி, திருச்சி. — [1154, 493, 1501, 521]
branch-heading: ஆலம்பாளையம்புதூர் அருந்ததியர் கிளை — [98, 744, 330, 758]
booth-number: பாகம் – 105 — [40, 1639, 101, 1650]
branch-heading: திருமுருகன் நகர் கிளை — [1263, 799, 1393, 813]
branch-heading: ஆதி திராவிடர் குடியிருப்பு கிளை — [1234, 1571, 1422, 1585]
branch-heading: கணேசபுரம் கிளை — [163, 253, 265, 267]
booth-entry — [1154, 1151, 1501, 1183]
